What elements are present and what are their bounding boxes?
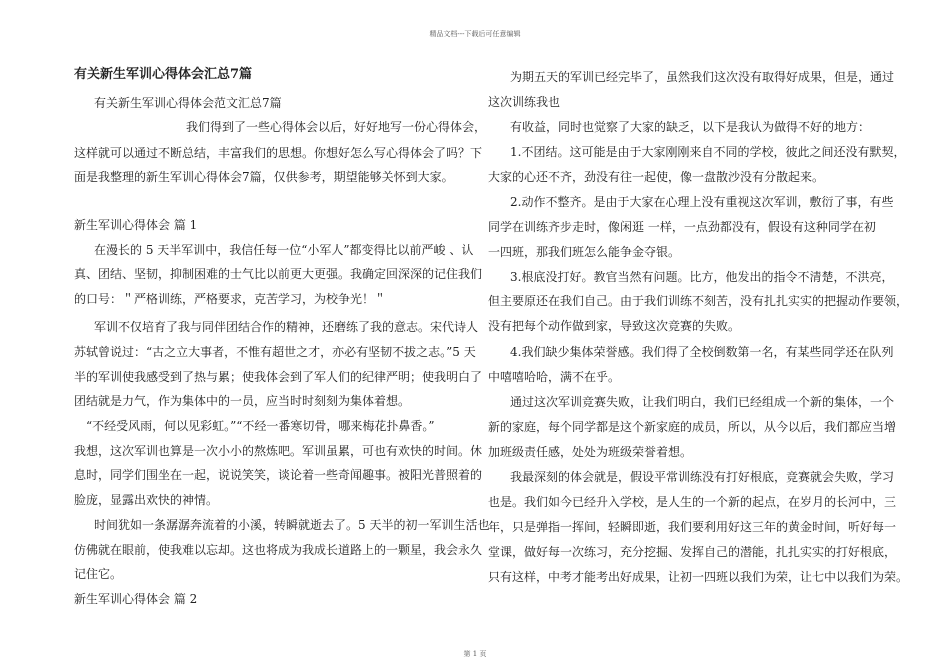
- document-title: 有关新生军训心得体会汇总7篇: [74, 67, 253, 82]
- section-heading: 新生军训心得体会 篇 2: [74, 592, 198, 606]
- paragraph-line: 中嘻嘻哈哈，满不在乎。: [488, 370, 621, 384]
- paragraph-line: 年，只是弹指一挥间，轻瞬即逝，我们要利用好这三年的黄金时间，听好每一: [488, 520, 897, 534]
- paragraph-line: 真、团结、坚韧，抑制困难的士气比以前更大更强。我确定回深深的记住我们: [74, 267, 483, 281]
- paragraph-line: 军训不仅培育了我与同伴团结合作的精神，还磨练了我的意志。宋代诗人: [94, 320, 479, 334]
- header-note: 精品文档---下载后可任意编辑: [429, 30, 521, 38]
- paragraph-line: “不经受风雨，何以见彩虹。”“不经一番寒切骨，哪来梅花扑鼻香。”: [86, 419, 435, 433]
- paragraph-line: 新的家庭，每个同学都是这个新家庭的成员，所以，从今以后，我们都应当增: [488, 420, 897, 434]
- paragraph-line: 也是。我们如今已经升入学校，是人生的一个新的起点，在岁月的长河中，三: [488, 495, 897, 509]
- page-number: 第 1 页: [463, 650, 487, 658]
- paragraph-line: 4.我们缺少集体荣誉感。我们得了全校倒数第一名，有某些同学还在队列: [510, 345, 894, 359]
- paragraph-line: 我想，这次军训也算是一次小小的熬炼吧。军训虽累，可也有欢快的时间。休: [74, 444, 483, 458]
- paragraph-line: 仿佛就在眼前，使我难以忘却。这也将成为我成长道路上的一颗星，我会永久: [74, 543, 483, 557]
- intro-line: 面是我整理的新生军训心得体会7篇，仅供参考，期望能够关怀到大家。: [74, 170, 454, 184]
- paragraph-line: 半的军训使我感受到了热与累；使我体会到了军人们的纪律严明；使我明白了: [74, 370, 483, 384]
- paragraph-line: 2.动作不整齐。是由于大家在心理上没有重视这次军训，敷衍了事，有些: [510, 195, 894, 209]
- paragraph-line: 为期五天的军训已经完毕了，虽然我们这次没有取得好成果，但是，通过: [510, 70, 895, 84]
- paragraph-line: 我最深刻的体会就是，假设平常训练没有打好根底，竞赛就会失败，学习: [510, 470, 895, 484]
- paragraph-line: 同学在训练齐步走时，像闲逛 一样，一点劲都没有，假设有这种同学在初: [488, 220, 876, 234]
- section-heading: 新生军训心得体会 篇 1: [74, 218, 198, 232]
- paragraph-line: 加班级责任感，处处为班级荣誉着想。: [488, 445, 693, 459]
- paragraph-line: 有收益，同时也觉察了大家的缺乏，以下是我认为做得不好的地方：: [510, 120, 871, 134]
- paragraph-line: 3.根底没打好。教官当然有问题。比方，他发出的指令不清楚，不洪亮，: [510, 270, 894, 284]
- paragraph-line: 团结就是力气，作为集体中的一员，应当时时刻刻为集体着想。: [74, 394, 411, 408]
- paragraph-line: 但主要原还在我们自己。由于我们训练不刻苦，没有扎扎实实的把握动作要领，: [488, 294, 909, 308]
- paragraph-line: 记住它。: [74, 567, 123, 581]
- paragraph-line: 没有把每个动作做到家，导致这次竞赛的失败。: [488, 319, 741, 333]
- paragraph-line: 一四班，那我们班怎么能争金夺银。: [488, 245, 681, 259]
- paragraph-line: 在漫长的 5 天半军训中，我信任每一位“小军人”都变得比以前严峻 、认: [94, 243, 474, 257]
- paragraph-line: 息时，同学们围坐在一起，说说笑笑，谈论着一些奇闻趣事。被阳光普照着的: [74, 468, 483, 482]
- document-subtitle: 有关新生军训心得体会范文汇总7篇: [94, 96, 282, 110]
- paragraph-line: 的口号：＂严格训练，严格要求，克苦学习，为校争光！＂: [74, 292, 387, 306]
- intro-line: 我们得到了一些心得体会以后，好好地写一份心得体会，: [186, 120, 487, 134]
- paragraph-line: 只有这样，中考才能考出好成果，让初一四班以我们为荣，让七中以我们为荣。: [488, 570, 909, 584]
- paragraph-line: 1.不团结。这可能是由于大家刚刚来自不同的学校，彼此之间还没有默契，: [510, 145, 906, 159]
- paragraph-line: 堂课，做好每一次练习，充分挖掘、发挥自己的潜能，扎扎实实的打好根底，: [488, 545, 897, 559]
- intro-line: 这样就可以通过不断总结，丰富我们的思想。你想好怎么写心得体会了吗？下: [74, 146, 483, 160]
- paragraph-line: 这次训练我也: [488, 95, 561, 109]
- paragraph-line: 苏轼曾说过：“古之立大事者，不惟有超世之才，亦必有坚韧不拔之志。”5 天: [74, 345, 476, 359]
- paragraph-line: 时间犹如一条潺潺奔流着的小溪，转瞬就逝去了。5 天半的初一军训生活也: [94, 518, 490, 532]
- paragraph-line: 通过这次军训竞赛失败，让我们明白，我们已经组成一个新的集体，一个: [510, 395, 895, 409]
- paragraph-line: 脸庞，显露出欢快的神情。: [74, 493, 219, 507]
- paragraph-line: 大家的心还不齐，劲没有往一起使，像一盘散沙没有分散起来。: [488, 170, 825, 184]
